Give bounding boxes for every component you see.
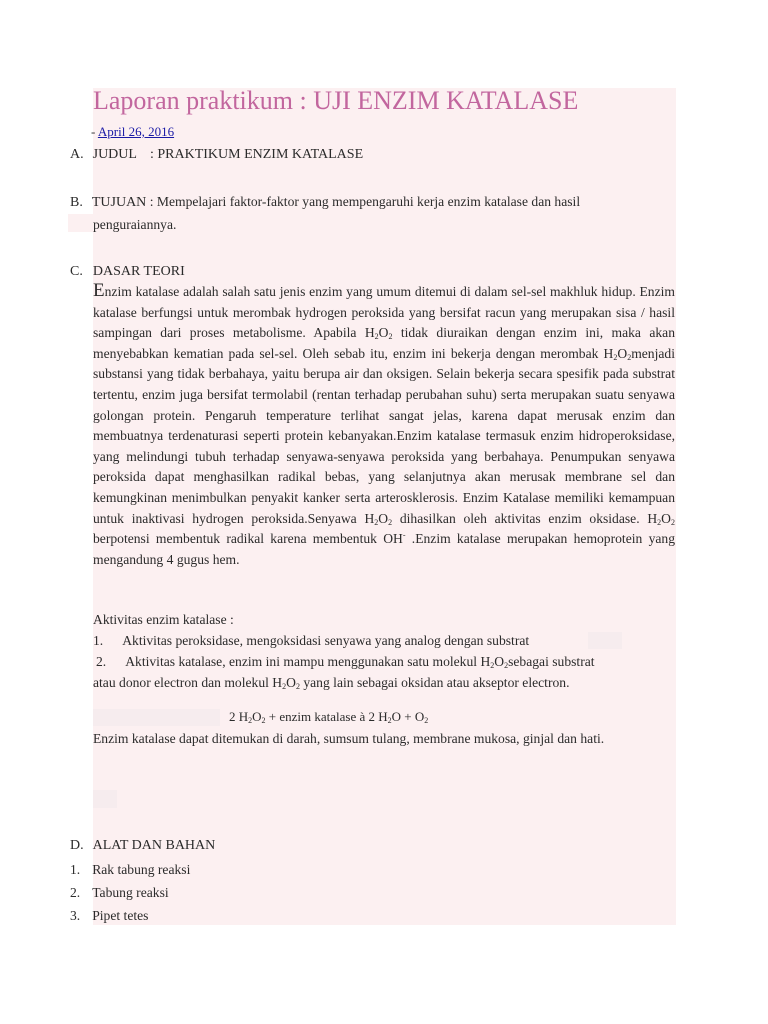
section-a-marker: A. bbox=[70, 147, 84, 162]
activity-item-2-continuation: atau donor electron dan molekul $H_2O_2$ yang lain sebagai oksidan atau akseptor electron. bbox=[93, 675, 570, 691]
section-c-marker: C. bbox=[70, 264, 83, 279]
date-link[interactable]: April 26, 2016 bbox=[97, 124, 175, 139]
list-item bbox=[70, 908, 148, 924]
highlight-block bbox=[93, 790, 117, 808]
item-number: 2. bbox=[96, 654, 107, 669]
section-a-separator: : bbox=[149, 147, 154, 162]
section-d-heading bbox=[70, 838, 215, 854]
section-a-value: PRAKTIKUM ENZIM KATALASE bbox=[157, 147, 364, 162]
section-b-heading bbox=[70, 194, 580, 211]
reaction-equation: 2 $H_2O_2$ + enzim katalase à 2 $H_2O + O_2$ bbox=[229, 709, 429, 725]
section-d-label: ALAT DAN BAHAN bbox=[92, 838, 216, 853]
date-prefix: - bbox=[91, 124, 98, 139]
section-b-value: : Mempelajari faktor-faktor yang mempengaruhi kerja enzim katalase dan hasil bbox=[149, 194, 581, 209]
item-text: Aktivitas peroksidase, mengoksidasi senyawa yang analog dengan substrat bbox=[122, 633, 530, 648]
item-number: 2. bbox=[70, 885, 81, 900]
section-c-label: DASAR TEORI bbox=[92, 264, 185, 279]
item-number: 1. bbox=[93, 633, 104, 648]
date-line bbox=[91, 124, 174, 140]
dasar-teori-paragraph: Enzim katalase adalah salah satu jenis enzim yang umum ditemui di dalam sel-sel makhluk hidup. Enzim katalase berfungsi untuk merombak hydrogen peroksida yang bersifat racun yang merupakan sisa / hasil sampingan dari proses metabolisme. Apabila $H_2O_2$ tidak diuraikan dengan enzim ini, maka akan menyebabkan kematian pada sel-sel. Oleh sebab itu, enzim ini bekerja dengan merombak $H_2O_2menjadi$ substansi yang tidak berbahaya, yaitu berupa air dan oksigen. Selain bekerja secara spesifik pada substrat tertentu, enzim juga bersifat termolabil (rentan terhadap perubahan suhu) serta merupakan suatu senyawa golongan protein. Pengaruh temperature terlihat sangat jelas, karena dapat merusak enzim dan membuatnya terdenaturasi seperti protein kebanyakan.Enzim katalase termasuk enzim hidroperoksidase, yang melindungi tubuh terhadap senyawa-senyawa peroksida yang berbahaya. Penumpukan senyawa peroksida dapat menghasilkan radikal bebas, yang selanjutnya akan merusak membrane sel dan kemungkinan menimbulkan penyakit kanker serta arterosklerosis. Enzim Katalase memiliki kemampuan untuk inaktivasi hydrogen peroksida.Senyawa $H_2O_2$ dihasilkan oleh aktivitas enzim oksidase. $H_2O_2$ berpotensi membentuk radikal karena membentuk OH- .Enzim katalase merupakan hemoprotein yang mengandung 4 gugus hem. bbox=[93, 280, 675, 567]
section-b-continuation: penguraiannya. bbox=[93, 217, 177, 232]
item-text: Tabung reaksi bbox=[92, 885, 169, 900]
highlight-block bbox=[93, 709, 220, 726]
highlight-strip bbox=[68, 214, 93, 232]
drop-cap: E bbox=[93, 280, 105, 301]
highlight-block bbox=[588, 632, 622, 649]
item-number: 1. bbox=[70, 862, 81, 877]
document-title: Laporan praktikum : UJI ENZIM KATALASE bbox=[93, 86, 579, 115]
section-d-marker: D. bbox=[70, 838, 84, 853]
item-text: Pipet tetes bbox=[92, 908, 149, 923]
item-number: 3. bbox=[70, 908, 81, 923]
section-a-heading bbox=[70, 147, 363, 163]
section-b-label: TUJUAN bbox=[91, 195, 147, 210]
closing-sentence: Enzim katalase dapat ditemukan di darah, sumsum tulang, membrane mukosa, ginjal dan hati. bbox=[93, 731, 605, 746]
list-item bbox=[70, 885, 169, 901]
activity-heading: Aktivitas enzim katalase : bbox=[93, 612, 234, 627]
section-a-label: JUDUL bbox=[92, 147, 137, 162]
activity-item-2: 2. Aktivitas katalase, enzim ini mampu menggunakan satu molekul $H_2O_2sebagai$ substrat bbox=[96, 654, 595, 670]
section-c-heading bbox=[70, 264, 185, 280]
list-item bbox=[70, 862, 190, 878]
activity-item-1 bbox=[93, 633, 529, 649]
section-b-marker: B. bbox=[70, 195, 83, 210]
item-text: Rak tabung reaksi bbox=[92, 862, 191, 877]
